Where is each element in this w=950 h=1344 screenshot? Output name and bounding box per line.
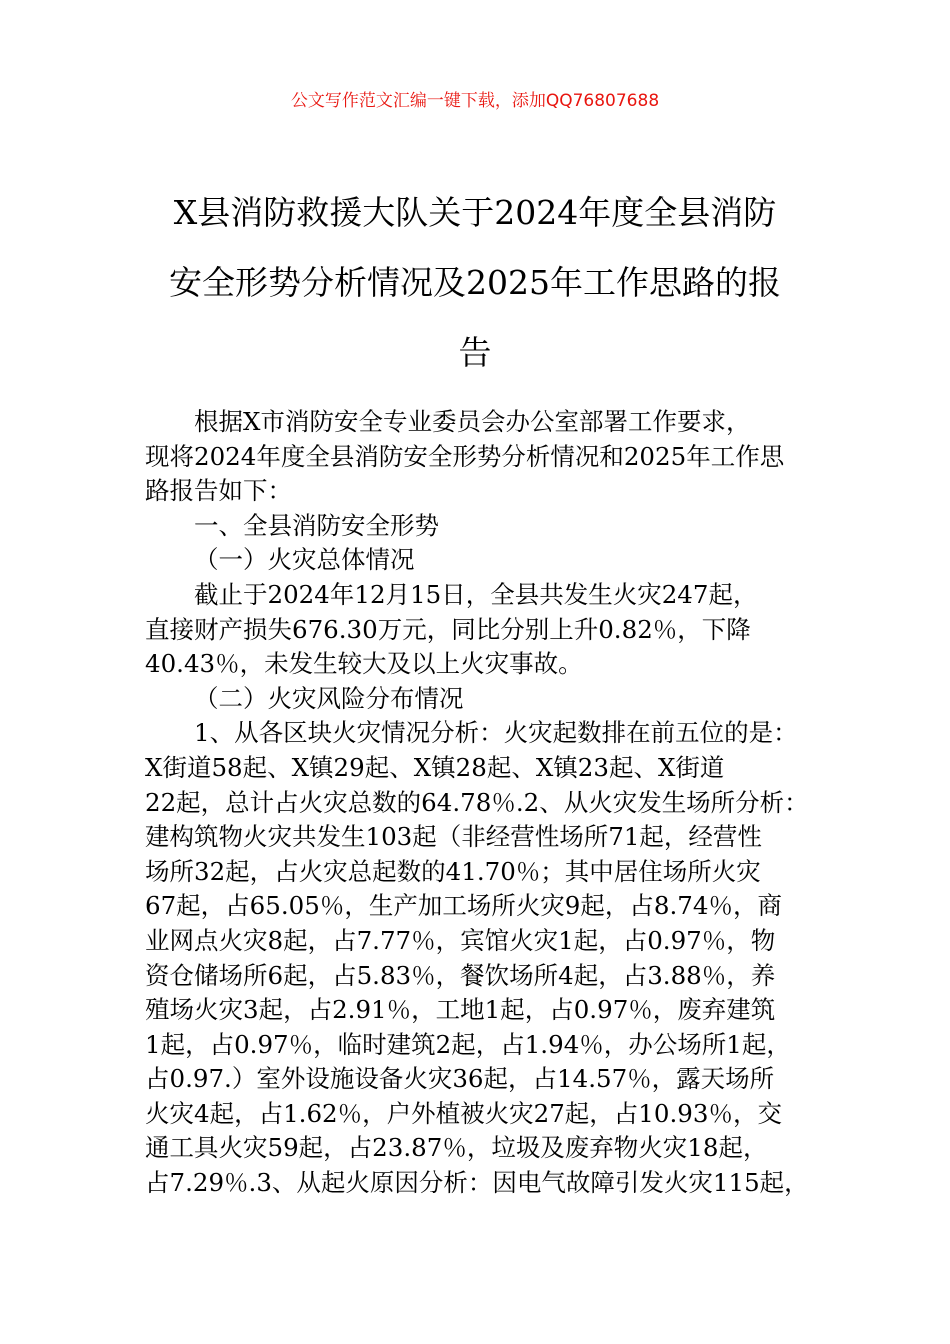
body-line: 根据X市消防安全专业委员会办公室部署工作要求，	[194, 407, 751, 436]
body-line: 占7.29％.3、从起火原因分析：因电气故障引发火灾115起，	[145, 1168, 809, 1198]
title-line: 安全形势分析情况及2025年工作思路的报	[169, 263, 781, 302]
body-line: 1、从各区块火灾情况分析：火灾起数排在前五位的是：	[194, 718, 798, 748]
body-line: X街道58起、X镇29起、X镇28起、X镇23起、X街道	[145, 752, 725, 782]
body-line: 火灾4起，占1.62％，户外植被火灾27起，占10.93％，交	[145, 1098, 782, 1128]
document-title	[140, 178, 810, 388]
body-line: 殖场火灾3起，占2.91％，工地1起，占0.97％，废弃建筑	[145, 995, 776, 1025]
subsection-heading: （二）火灾风险分布情况	[194, 683, 464, 713]
body-line: 建构筑物火灾共发生103起（非经营性场所71起，经营性	[145, 822, 762, 852]
body-line: 1起，占0.97％，临时建筑2起，占1.94％，办公场所1起，	[145, 1029, 791, 1059]
body-line: 40.43％，未发生较大及以上火灾事故。	[145, 649, 583, 679]
body-line: 直接财产损失676.30万元，同比分别上升0.82％，下降	[145, 614, 751, 644]
body-line: 场所32起，占火灾总起数的41.70％；其中居住场所火灾	[145, 856, 761, 886]
body-line: 占0.97.）室外设施设备火灾36起，占14.57％，露天场所	[145, 1064, 775, 1094]
body-line: 通工具火灾59起，占23.87％，垃圾及废弃物火灾18起，	[145, 1133, 768, 1163]
download-notice: 公文写作范文汇编一键下载，添加QQ76807688	[290, 91, 660, 111]
body-line: 截止于2024年12月15日，全县共发生火灾247起，	[194, 579, 758, 609]
title-line: X县消防救援大队关于2024年度全县消防	[173, 193, 777, 232]
subsection-heading: （一）火灾总体情况	[194, 545, 415, 575]
body-line: 22起，总计占火灾总数的64.78％.2、从火灾发生场所分析：	[145, 787, 809, 817]
body-line: 67起，占65.05％，生产加工场所火灾9起，占8.74％，商	[145, 891, 782, 921]
title-line: 告	[458, 333, 492, 372]
body-line: 业网点火灾8起，占7.77％，宾馆火灾1起，占0.97％，物	[145, 925, 776, 955]
section-heading: 一、全县消防安全形势	[194, 510, 439, 540]
document-body	[145, 405, 835, 1201]
body-line: 资仓储场所6起，占5.83％，餐饮场所4起，占3.88％，养	[145, 960, 776, 990]
body-line: 路报告如下：	[145, 476, 292, 506]
body-line: 现将2024年度全县消防安全形势分析情况和2025年工作思	[145, 441, 785, 471]
